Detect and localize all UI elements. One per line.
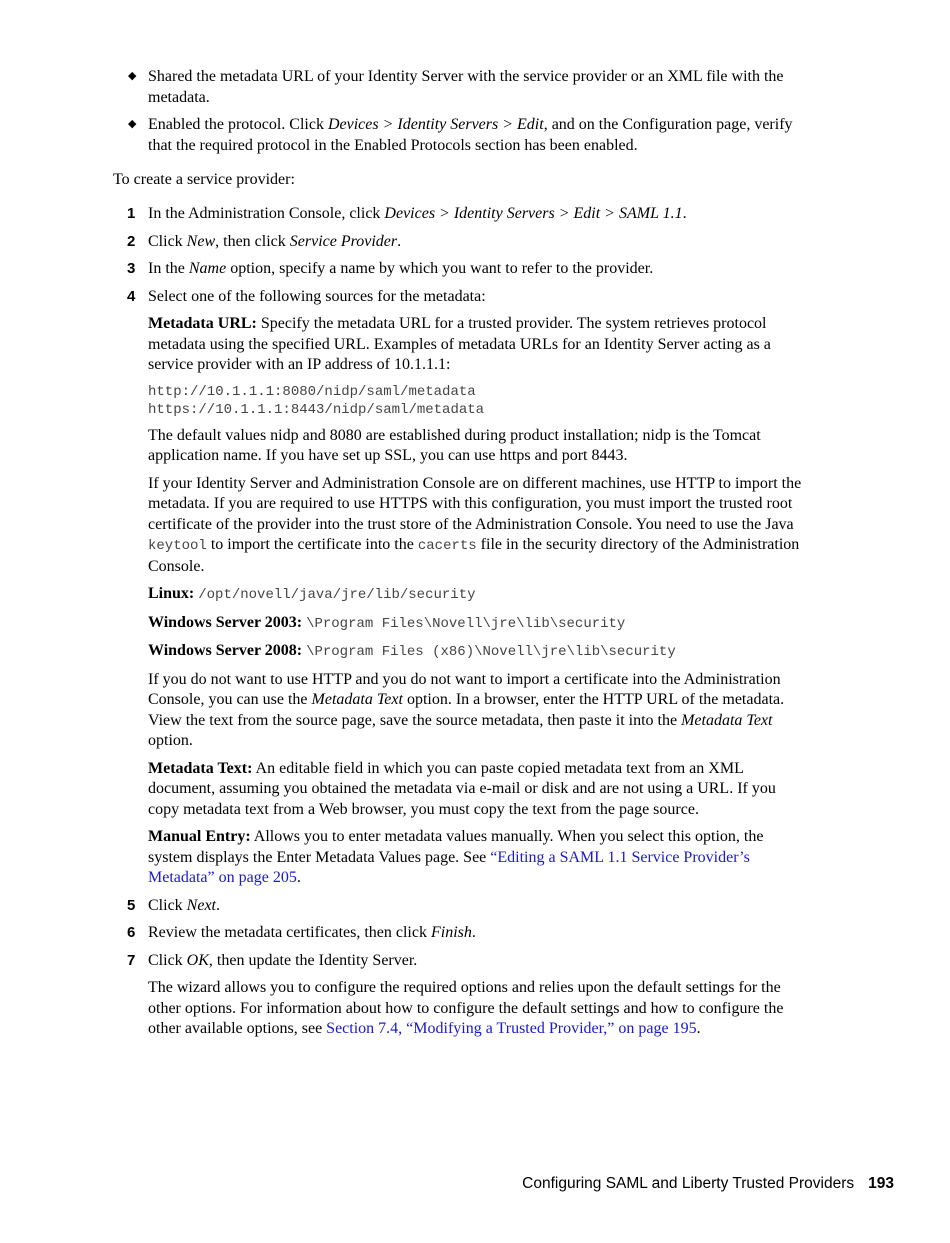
bullet-diamond-icon: ◆ bbox=[128, 118, 137, 130]
modifying-trusted-provider-link[interactable]: Section 7.4, “Modifying a Trusted Provider,” on page 195 bbox=[326, 1020, 697, 1037]
step-4 bbox=[113, 287, 803, 889]
step-5: 5 Click Next. bbox=[113, 896, 803, 917]
metadata-text-paragraph: Metadata Text: An editable field in which you can paste copied metadata text from an XML document, assuming you obtained the metadata via e-mail or disk and are not using a URL. If you copy metadata text from a Web browser, you must copy the text from the page source. bbox=[148, 759, 776, 818]
procedure-steps bbox=[113, 204, 803, 1047]
step-4-lead: Select one of the following sources for the metadata: bbox=[148, 287, 486, 305]
code-line: https://10.1.1.1:8443/nidp/saml/metadata bbox=[148, 401, 485, 418]
step-number: 7 bbox=[127, 951, 136, 969]
list-item: ◆ Enabled the protocol. Click Devices > Identity Servers > Edit, and on the Configuration page, verify that the required protocol in the Enabled Protocols section has been enabled. bbox=[128, 116, 793, 154]
manual-entry-paragraph: Manual Entry: Allows you to enter metadata values manually. When you select this option, the system displays the Enter Metadata Values page. See “Editing a SAML 1.1 Service Provider’s Metadata” on page 205. bbox=[148, 828, 764, 886]
bullet-diamond-icon: ◆ bbox=[128, 70, 137, 82]
wizard-paragraph: The wizard allows you to configure the required options and relies upon the default settings for the other options. For information about how to configure the default settings and how to configure the other available options, see Section 7.4, “Modifying a Trusted Provider,” on page 195. bbox=[148, 979, 784, 1037]
no-http-paragraph: If you do not want to use HTTP and you do not want to import a certificate into the Administration Console, you can use the Metadata Text option. In a browser, enter the HTTP URL of the metadata. View the text from the source page, save the source metadata, then paste it into the Metadata Text option. bbox=[148, 670, 785, 749]
step-number: 1 bbox=[127, 205, 136, 222]
metadata-url-paragraph: Metadata URL: Specify the metadata URL for a trusted provider. The system retrieves protocol metadata using the specified URL. Examples of metadata URLs for an Identity Server acting as a service provider with an IP address of 10.1.1.1: bbox=[148, 315, 771, 373]
code-line: http://10.1.1.1:8080/nidp/saml/metadata bbox=[148, 383, 476, 400]
different-machines-paragraph: If your Identity Server and Administration Console are on different machines, use HTTP to import the metadata. If you are required to use HTTPS with this configuration, you must import the trusted root certificate of the provider into the trust store of the Administration Console. You need to use the Java keytool to import the certificate into the cacerts file in the security directory of the Administration Console. bbox=[148, 474, 802, 575]
page-number: 193 bbox=[868, 1175, 894, 1192]
prerequisite-list bbox=[130, 67, 800, 163]
intro-text: To create a service provider: bbox=[113, 171, 295, 188]
defaults-paragraph: The default values nidp and 8080 are established during product installation; nidp is the Tomcat application name. If you have set up SSL, you can use https and port 8443. bbox=[148, 426, 761, 464]
step-7 bbox=[113, 951, 803, 1040]
linux-path: Linux: /opt/novell/java/jre/lib/security bbox=[148, 585, 476, 603]
page-footer bbox=[522, 1174, 894, 1195]
list-item: ◆ Shared the metadata URL of your Identity Server with the service provider or an XML file with the metadata. bbox=[128, 68, 784, 106]
step-number: 4 bbox=[127, 287, 136, 305]
step-number: 3 bbox=[127, 260, 136, 277]
step-6: 6 Review the metadata certificates, then click Finish. bbox=[113, 923, 803, 944]
footer-title: Configuring SAML and Liberty Trusted Providers bbox=[522, 1175, 855, 1192]
step-number: 6 bbox=[127, 924, 136, 941]
windows-2008-path: Windows Server 2008: \Program Files (x86)\Novell\jre\lib\security bbox=[148, 642, 676, 660]
step-2: 2 Click New, then click Service Provider. bbox=[113, 232, 803, 253]
step-number: 5 bbox=[127, 896, 136, 914]
windows-2003-path: Windows Server 2003: \Program Files\Novell\jre\lib\security bbox=[148, 613, 626, 632]
metadata-url-examples bbox=[148, 383, 803, 419]
step-number: 2 bbox=[127, 232, 136, 250]
step-3: 3 In the Name option, specify a name by which you want to refer to the provider. bbox=[113, 259, 803, 280]
editing-metadata-link[interactable]: “Editing a SAML 1.1 Service Provider’s Metadata” on page 205 bbox=[148, 848, 750, 886]
step-7-text: Click OK, then update the Identity Server. bbox=[148, 951, 418, 969]
step-1: 1 In the Administration Console, click Devices > Identity Servers > Edit > SAML 1.1. bbox=[113, 204, 803, 225]
